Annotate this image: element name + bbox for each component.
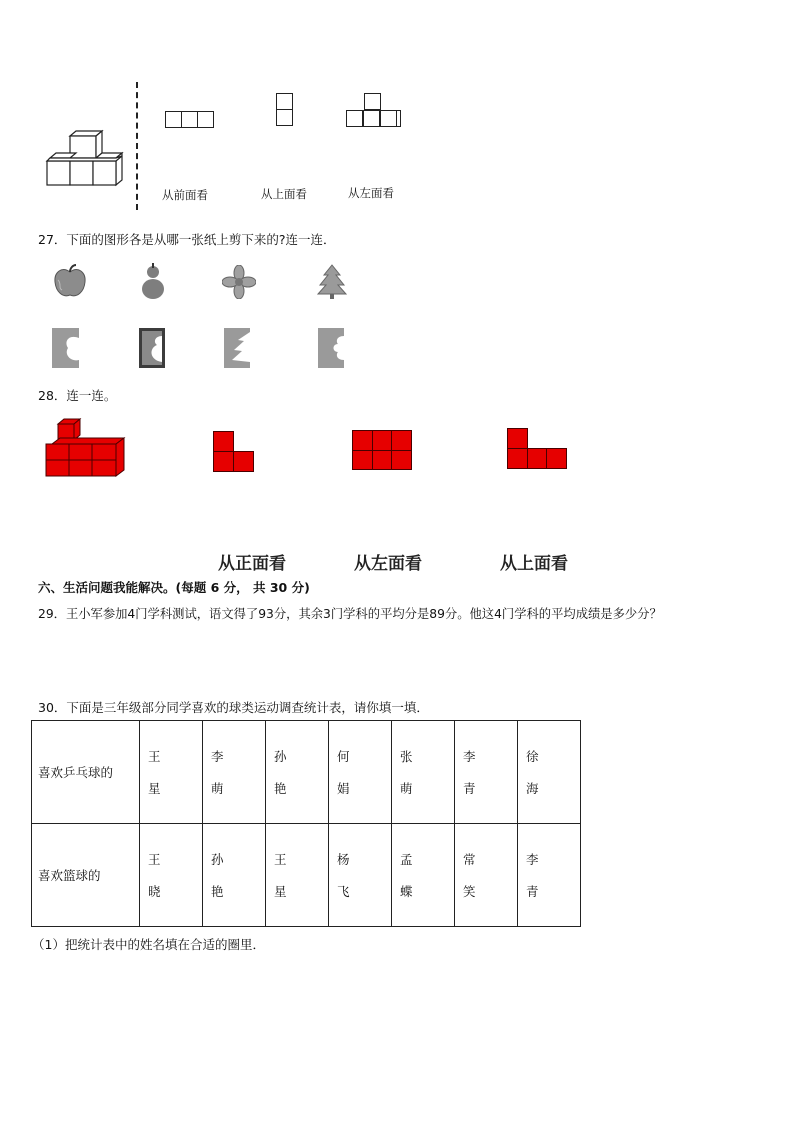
flower-icon xyxy=(222,265,256,299)
table-cell: 李 萌 xyxy=(203,721,266,824)
table-cell: 张 萌 xyxy=(392,721,455,824)
q30-text: 30．下面是三年级部分同学喜欢的球类运动调查统计表，请你填一填． xyxy=(38,700,429,715)
row-head-pingpong: 喜欢乒乓球的 xyxy=(32,721,140,824)
q28-prompt: 28．连一连。 xyxy=(38,388,117,403)
view-label-front-red: 从正面看 xyxy=(218,554,286,574)
top-view-shape xyxy=(276,93,293,126)
ball-sports-table xyxy=(31,720,581,927)
cut-paper-apple xyxy=(52,328,80,368)
table-cell: 李 青 xyxy=(518,824,581,927)
table-cell: 王 晓 xyxy=(140,824,203,927)
table-cell: 杨 飞 xyxy=(329,824,392,927)
q27-prompt: 27．下面的图形各是从哪一张纸上剪下来的?连一连． xyxy=(38,232,336,247)
table-cell: 王 星 xyxy=(140,721,203,824)
cut-paper-gourd xyxy=(139,328,165,368)
gourd-icon xyxy=(138,262,168,302)
table-cell: 孟 蝶 xyxy=(392,824,455,927)
view-label-top: 从上面看 xyxy=(261,187,307,201)
table-row xyxy=(32,721,581,824)
table-cell: 王 星 xyxy=(266,824,329,927)
view-label-left-red: 从左面看 xyxy=(354,554,422,574)
q29-text: 29．王小军参加4门学科测试，语文得了93分，其余3门学科的平均分是89分。他这4门学科的平均成绩是多少分？ xyxy=(38,607,662,621)
view-label-top-red: 从上面看 xyxy=(500,554,568,574)
table-cell: 徐 海 xyxy=(518,721,581,824)
dashed-divider xyxy=(136,82,138,210)
red-cube-figure xyxy=(44,418,126,480)
table-cell: 何 娟 xyxy=(329,721,392,824)
apple-icon xyxy=(52,264,88,300)
table-cell: 常 笑 xyxy=(455,824,518,927)
table-cell: 孙 艳 xyxy=(203,824,266,927)
row-head-basketball: 喜欢篮球的 xyxy=(32,824,140,927)
view-label-front: 从前面看 xyxy=(162,188,208,202)
q30-sub1: （1）把统计表中的姓名填在合适的圈里． xyxy=(32,937,265,952)
cube-stack-figure xyxy=(44,128,126,190)
tree-icon xyxy=(316,264,348,300)
table-cell: 李 青 xyxy=(455,721,518,824)
cut-paper-tree xyxy=(224,328,250,368)
front-view-shape xyxy=(166,112,214,128)
section-six-heading: 六、生活问题我能解决。(每题 6 分， 共 30 分) xyxy=(38,580,310,595)
view-label-left: 从左面看 xyxy=(348,186,394,200)
table-cell: 孙 艳 xyxy=(266,721,329,824)
table-row xyxy=(32,824,581,927)
cut-paper-flower xyxy=(318,328,344,368)
